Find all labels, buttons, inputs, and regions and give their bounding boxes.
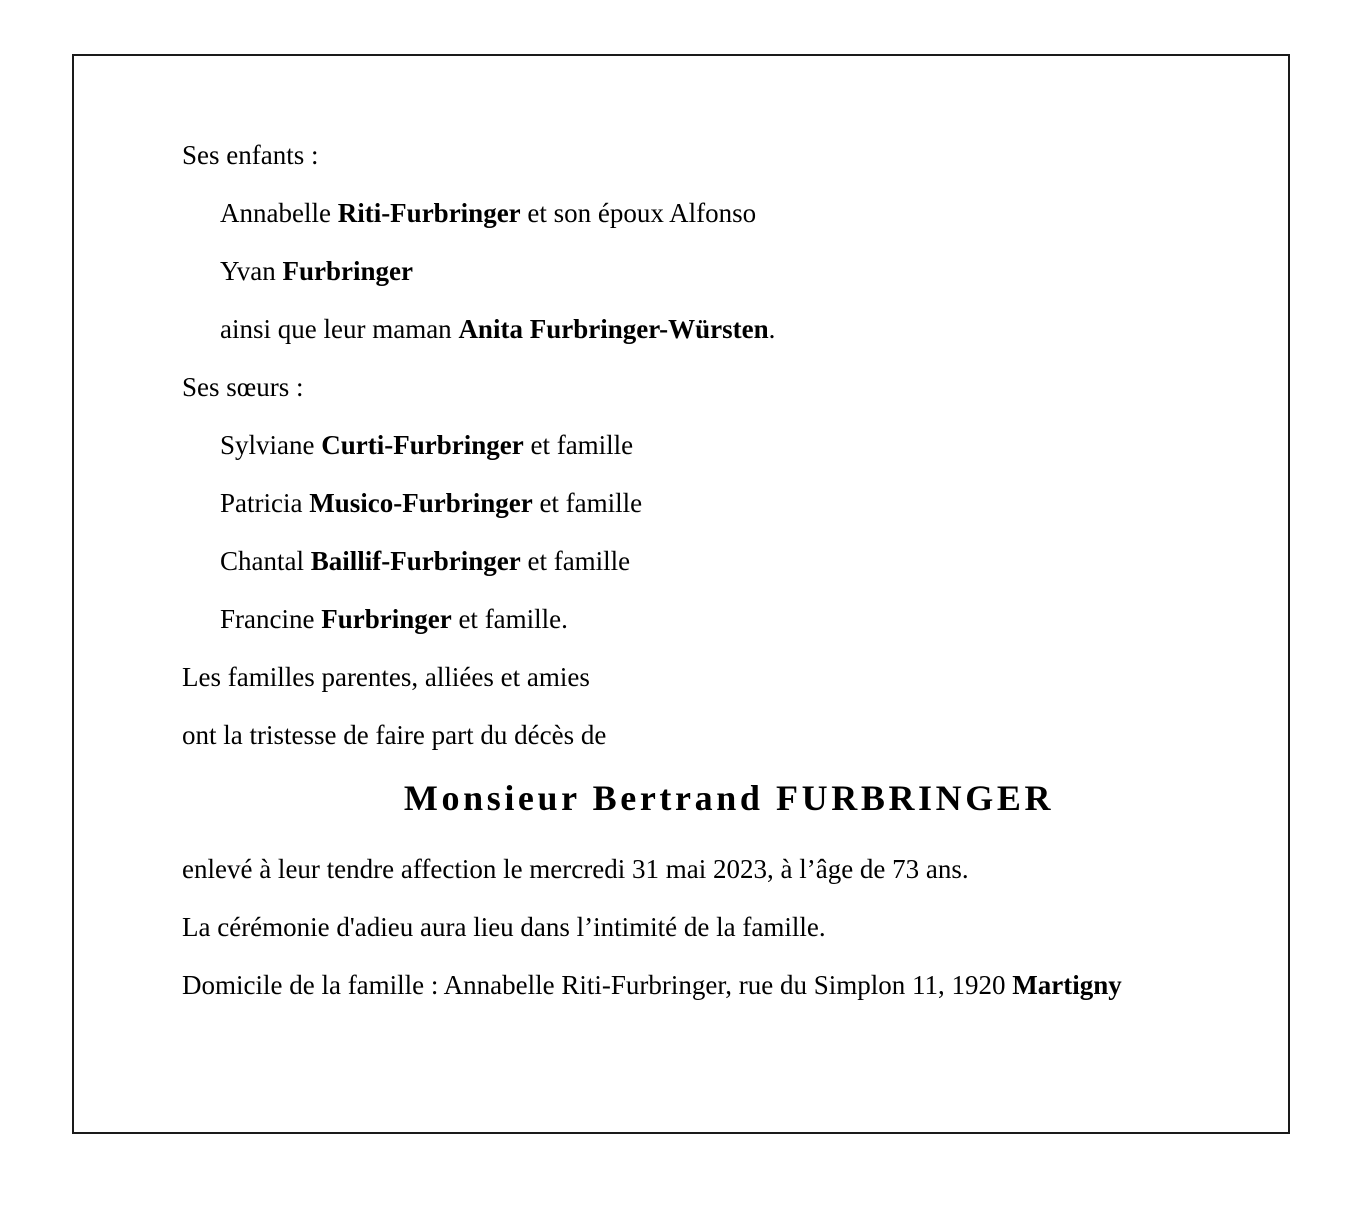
surname: Curti-Furbringer <box>321 430 524 460</box>
obituary-notice <box>182 140 1242 1028</box>
families-line: Les familles parentes, alliées et amies <box>182 662 590 692</box>
ceremony-line: La cérémonie d'adieu aura lieu dans l’intimité de la famille. <box>182 912 826 942</box>
deceased-name: Monsieur Bertrand FURBRINGER <box>403 778 1055 818</box>
child-entry: Annabelle Riti-Furbringer et son époux Alfonso <box>220 198 757 228</box>
sister-entry: Patricia Musico-Furbringer et famille <box>220 488 643 518</box>
domicile-city: Martigny <box>1012 970 1122 1000</box>
surname: Riti-Furbringer <box>337 198 521 228</box>
domicile-line: Domicile de la famille : Annabelle Riti-Furbringer, rue du Simplon 11, 1920 Martigny <box>182 970 1122 1000</box>
death-line: enlevé à leur tendre affection le mercredi 31 mai 2023, à l’âge de 73 ans. <box>182 854 969 884</box>
child-entry: Yvan Furbringer <box>220 256 414 286</box>
mother-entry: ainsi que leur maman Anita Furbringer-Würsten. <box>220 314 776 344</box>
surname: Musico-Furbringer <box>309 488 533 518</box>
surname: Baillif-Furbringer <box>310 546 521 576</box>
sister-entry: Francine Furbringer et famille. <box>220 604 568 634</box>
children-header: Ses enfants : <box>182 140 319 170</box>
surname: Furbringer <box>321 604 452 634</box>
sister-entry: Sylviane Curti-Furbringer et famille <box>220 430 634 460</box>
surname: Furbringer <box>282 256 414 286</box>
sisters-header: Ses sœurs : <box>182 372 304 402</box>
announcement-line: ont la tristesse de faire part du décès de <box>182 720 607 750</box>
surname: Anita Furbringer-Würsten <box>458 314 769 344</box>
sister-entry: Chantal Baillif-Furbringer et famille <box>220 546 631 576</box>
